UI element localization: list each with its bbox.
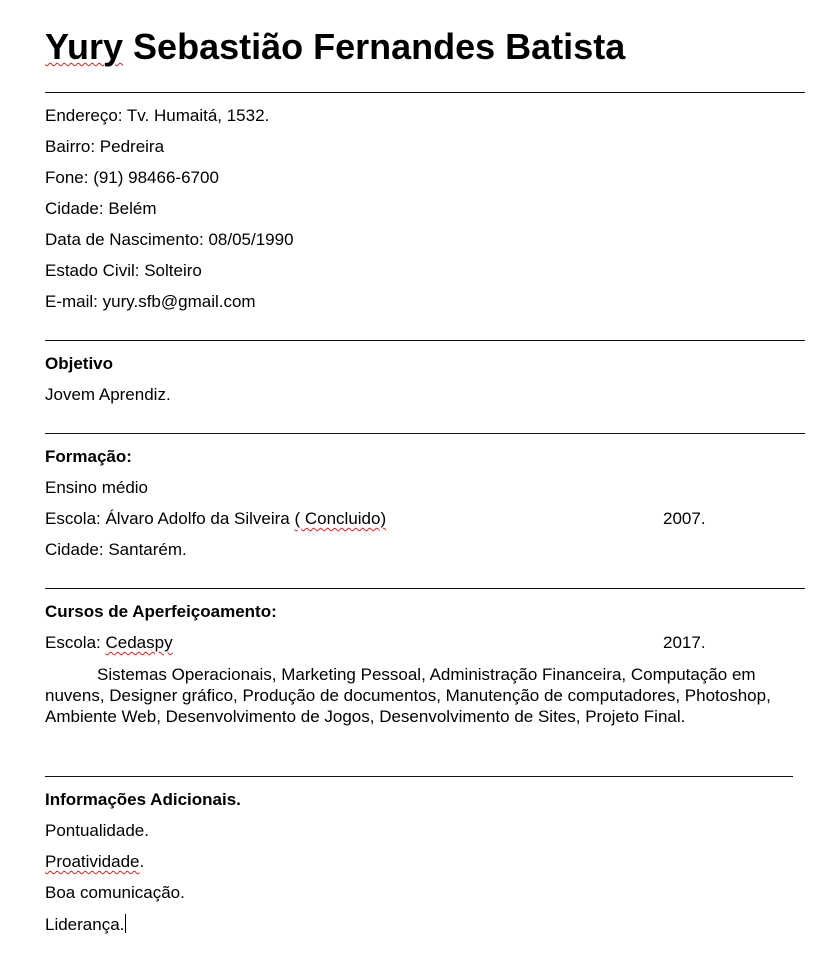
- education-level: Ensino médio: [45, 478, 149, 497]
- divider: [45, 433, 805, 434]
- spellcheck-word[interactable]: Yury: [45, 26, 124, 67]
- contact-birthdate: Data de Nascimento: 08/05/1990: [45, 230, 294, 249]
- divider: [45, 92, 805, 93]
- spellcheck-word[interactable]: Proatividade: [45, 852, 140, 871]
- contact-city: Cidade: Belém: [45, 199, 157, 218]
- courses-heading: Cursos de Aperfeiçoamento:: [45, 602, 277, 621]
- text-cursor: [125, 914, 126, 933]
- additional-item: Pontualidade.: [45, 821, 149, 840]
- objective-heading: Objetivo: [45, 354, 114, 373]
- resume-name-title: Yury Sebastião Fernandes Batista: [45, 26, 626, 67]
- contact-neighborhood: Bairro: Pedreira: [45, 137, 165, 156]
- additional-item: Proatividade.: [45, 852, 145, 871]
- education-year: 2007.: [663, 509, 706, 528]
- contact-phone: Fone: (91) 98466-6700: [45, 168, 219, 187]
- courses-year: 2017.: [663, 633, 706, 652]
- education-school: Escola: Álvaro Adolfo da Silveira ( Concluido): [45, 509, 387, 528]
- additional-item: Liderança.: [45, 915, 125, 934]
- divider: [45, 340, 805, 341]
- divider: [45, 776, 793, 777]
- spellcheck-word[interactable]: Cedaspy: [105, 633, 173, 652]
- spellcheck-word[interactable]: ( Concluido): [294, 509, 387, 528]
- additional-item: Boa comunicação.: [45, 883, 185, 902]
- courses-school: Escola: Cedaspy: [45, 633, 173, 652]
- education-heading: Formação:: [45, 447, 132, 466]
- contact-address: Endereço: Tv. Humaitá, 1532.: [45, 106, 270, 125]
- divider: [45, 588, 805, 589]
- contact-email: E-mail: yury.sfb@gmail.com: [45, 292, 256, 311]
- additional-info-heading: Informações Adicionais.: [45, 790, 241, 809]
- courses-description: Sistemas Operacionais, Marketing Pessoal, Administração Financeira, Computação em nuvens, Designer gráfico, Produção de documentos, Manutenção de computadores, Photoshop, Ambiente Web, Desenvolvimento de Jogos, Desenvolvimento de Sites, Projeto Final.: [45, 665, 771, 726]
- education-city: Cidade: Santarém.: [45, 540, 187, 559]
- objective-text: Jovem Aprendiz.: [45, 385, 171, 404]
- contact-marital-status: Estado Civil: Solteiro: [45, 261, 202, 280]
